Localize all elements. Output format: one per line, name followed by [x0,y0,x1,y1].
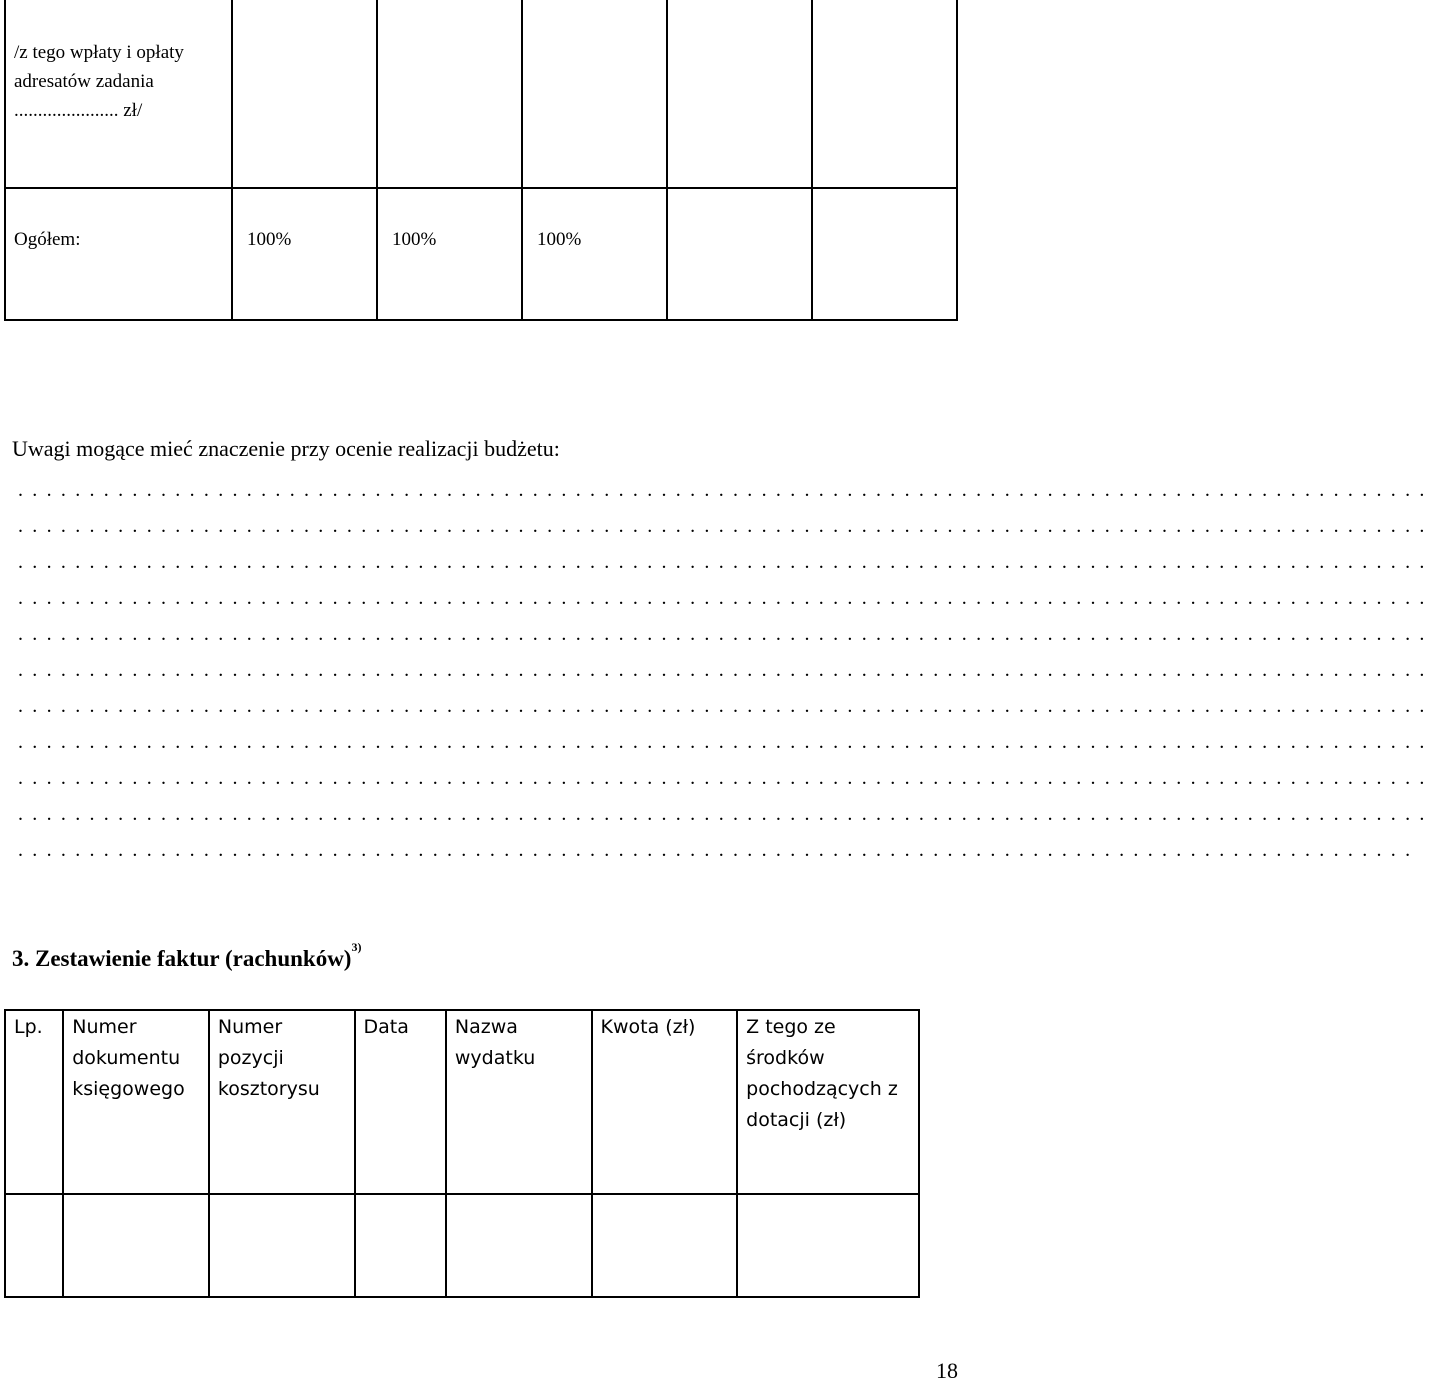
table-cell[interactable] [592,1194,738,1297]
fees-cell-2 [377,0,522,188]
section-title-text: 3. Zestawienie faktur (rachunków) [12,946,352,971]
header-date: Data [355,1010,446,1194]
table-cell[interactable] [355,1194,446,1297]
header-document-number: Numer dokumentu księgowego [63,1010,209,1194]
header-grant-amount: Z tego ze środków pochodzących z dotacji (zł) [737,1010,919,1194]
header-lp: Lp. [5,1010,63,1194]
remarks-dot-line: ................................................................................................... [18,659,1434,681]
remarks-dot-line: ................................................................................................... [18,587,1434,609]
fees-cell-5 [812,0,957,188]
total-value-2: 100% [377,188,522,320]
header-cost-position: Numer pozycji kosztorysu [209,1010,355,1194]
table-cell[interactable] [5,1194,63,1297]
table-cell[interactable] [737,1194,919,1297]
table-cell[interactable] [63,1194,209,1297]
footnote-marker: 3) [351,940,362,955]
total-value-1: 100% [232,188,377,320]
total-cell-5 [667,188,812,320]
table-cell[interactable] [446,1194,592,1297]
header-amount: Kwota (zł) [592,1010,738,1194]
invoice-table [4,1009,920,1298]
remarks-title: Uwagi mogące mieć znaczenie przy ocenie realizacji budżetu: [12,436,560,461]
remarks-dot-line: ................................................................................................... [18,623,1434,645]
total-value-3: 100% [522,188,667,320]
table-cell[interactable] [209,1194,355,1297]
remarks-dot-line-last: .................................................................................................. [18,839,1420,861]
fees-label [5,0,232,188]
total-cell-6 [812,188,957,320]
fees-label-text: /z tego wpłaty i opłaty adresatów zadania ...................... zł/ [14,42,184,121]
fees-cell-4 [667,0,812,188]
table-row [5,1194,919,1297]
remarks-dot-line: ................................................................................................... [18,551,1434,573]
budget-summary-table [4,0,958,321]
fees-row [5,0,957,188]
page-number: 18 [936,1358,958,1383]
remarks-dot-line: ................................................................................................... [18,695,1434,717]
section-title [12,940,362,972]
header-expense-name: Nazwa wydatku [446,1010,592,1194]
invoice-table-header-row [5,1010,919,1194]
remarks-dot-line: ................................................................................................... [18,803,1434,825]
total-row [5,188,957,320]
total-label: Ogółem: [5,188,232,320]
remarks-dot-line: ................................................................................................... [18,731,1434,753]
remarks-dot-line: ................................................................................................... [18,767,1434,789]
fees-cell-1 [232,0,377,188]
remarks-dot-line: ................................................................................................... [18,515,1434,537]
fees-cell-3 [522,0,667,188]
remarks-dot-line: ................................................................................................... [18,479,1434,501]
